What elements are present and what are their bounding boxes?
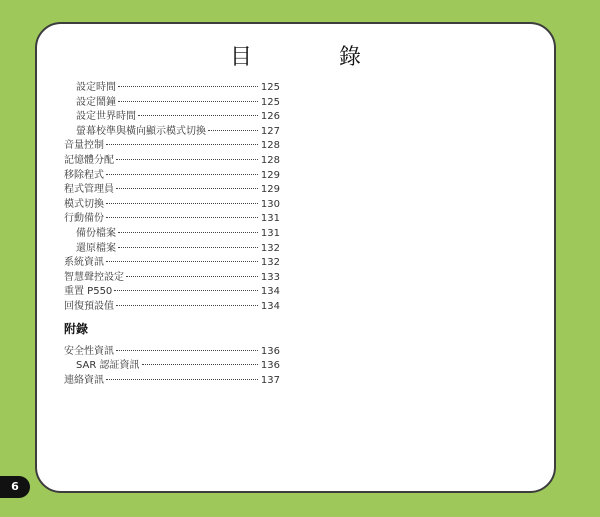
- toc-entry[interactable]: [64, 183, 280, 198]
- toc-entry[interactable]: [64, 256, 280, 271]
- toc-leader-dots: [142, 364, 258, 365]
- toc-entry-label: 備份檔案: [76, 227, 116, 239]
- toc-entry-label: 音量控制: [64, 140, 104, 152]
- toc-entry[interactable]: [64, 96, 280, 111]
- toc-leader-dots: [106, 261, 258, 262]
- toc-entry-page: 134: [260, 286, 280, 298]
- toc-entry-label: 程式管理員: [64, 184, 114, 196]
- toc-entry-page: 128: [260, 154, 280, 166]
- toc-entry-page: 131: [260, 213, 280, 225]
- toc-leader-dots: [118, 86, 258, 87]
- toc-leader-dots: [106, 217, 258, 218]
- toc-leader-dots: [118, 232, 258, 233]
- toc-entry-page: 131: [260, 227, 280, 239]
- toc-entry[interactable]: [64, 300, 280, 315]
- toc-entry-label: 模式切換: [64, 198, 104, 210]
- toc-entry[interactable]: [64, 198, 280, 213]
- toc-list-appendix: [64, 345, 280, 389]
- toc-entry-label: 連絡資訊: [64, 374, 104, 386]
- toc-entry[interactable]: [64, 81, 280, 96]
- toc-leader-dots: [208, 130, 258, 131]
- toc-leader-dots: [116, 159, 258, 160]
- toc-entry-label: 重置 P550: [64, 286, 113, 298]
- toc-list-main: [64, 81, 280, 315]
- toc-entry-page: 129: [260, 184, 280, 196]
- page-title: 目 錄: [230, 45, 401, 70]
- toc-leader-dots: [106, 174, 258, 175]
- toc-entry[interactable]: [64, 242, 280, 257]
- toc-entry[interactable]: [64, 227, 280, 242]
- toc-entry-page: 132: [260, 257, 280, 269]
- toc-leader-dots: [118, 101, 258, 102]
- toc-entry-label: 記憶體分配: [64, 154, 114, 166]
- toc-entry-label: SAR 認証資訊: [76, 360, 140, 372]
- table-of-contents: [64, 81, 280, 388]
- toc-entry-page: 136: [260, 345, 280, 357]
- toc-entry-label: 行動備份: [64, 213, 104, 225]
- toc-entry-page: 132: [260, 242, 280, 254]
- toc-leader-dots: [116, 350, 258, 351]
- toc-entry-page: 127: [260, 125, 280, 137]
- toc-leader-dots: [106, 144, 258, 145]
- toc-entry[interactable]: [64, 345, 280, 360]
- toc-entry-label: 回復預設值: [64, 300, 114, 312]
- page-card: [35, 22, 556, 493]
- toc-entry[interactable]: [64, 374, 280, 389]
- toc-leader-dots: [116, 188, 258, 189]
- toc-entry[interactable]: [64, 212, 280, 227]
- toc-entry-label: 設定世界時間: [76, 111, 136, 123]
- toc-entry-page: 128: [260, 140, 280, 152]
- toc-entry-page: 134: [260, 300, 280, 312]
- toc-entry-label: 安全性資訊: [64, 345, 114, 357]
- toc-leader-dots: [138, 115, 258, 116]
- toc-entry[interactable]: [64, 154, 280, 169]
- toc-entry-page: 130: [260, 198, 280, 210]
- toc-entry[interactable]: [64, 271, 280, 286]
- toc-entry-page: 133: [260, 271, 280, 283]
- toc-entry-page: 126: [260, 111, 280, 123]
- toc-entry-page: 129: [260, 169, 280, 181]
- appendix-heading: 附錄: [64, 321, 89, 336]
- toc-entry-label: 智慧聲控設定: [64, 271, 124, 283]
- toc-entry-label: 移除程式: [64, 169, 104, 181]
- toc-leader-dots: [114, 290, 258, 291]
- toc-entry-label: 設定鬧鐘: [76, 96, 116, 108]
- toc-entry-label: 系統資訊: [64, 257, 104, 269]
- toc-entry-label: 設定時間: [76, 82, 116, 93]
- toc-entry[interactable]: [64, 359, 280, 374]
- toc-entry[interactable]: [64, 110, 280, 125]
- page-number-badge: 6: [0, 476, 30, 498]
- toc-leader-dots: [118, 247, 258, 248]
- toc-entry[interactable]: [64, 125, 280, 140]
- toc-entry-label: 螢幕校準與橫向顯示模式切換: [76, 125, 206, 137]
- toc-entry-page: 137: [260, 374, 280, 386]
- toc-leader-dots: [116, 305, 258, 306]
- toc-entry-page: 125: [260, 82, 280, 93]
- toc-leader-dots: [106, 379, 258, 380]
- toc-entry-page: 125: [260, 96, 280, 108]
- toc-entry[interactable]: [64, 139, 280, 154]
- toc-entry-page: 136: [260, 360, 280, 372]
- toc-entry-label: 還原檔案: [76, 242, 116, 254]
- toc-leader-dots: [106, 203, 258, 204]
- toc-entry[interactable]: [64, 285, 280, 300]
- toc-leader-dots: [126, 276, 258, 277]
- toc-entry[interactable]: [64, 169, 280, 184]
